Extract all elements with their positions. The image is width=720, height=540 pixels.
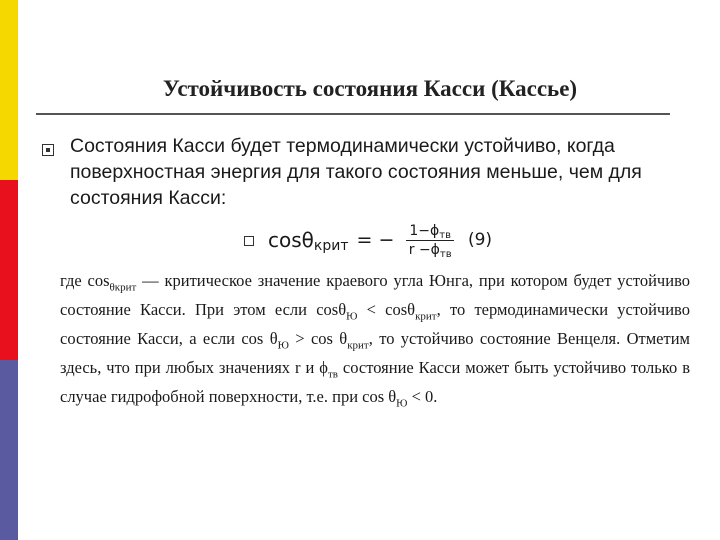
bullet-square-icon: [244, 236, 254, 246]
denominator-sub: тв: [439, 248, 452, 260]
title-divider: [36, 113, 670, 115]
para-text: , то термодинамически устойчиво состояние Касси, а если cos θ: [60, 299, 690, 348]
bullet-square-icon: [42, 144, 54, 156]
para-text: < cosθ: [357, 299, 416, 319]
para-sub: Ю: [396, 396, 408, 409]
explanation-paragraph: [60, 270, 690, 414]
left-strip-yellow: [0, 0, 18, 180]
formula-lhs-sub: крит: [313, 238, 349, 254]
para-sub: Ю: [277, 339, 289, 352]
left-strip-red: [0, 180, 18, 360]
formula-numerator: [406, 223, 454, 241]
slide-title: Устойчивость состояния Касси (Кассье): [162, 76, 578, 101]
para-text: где cos: [60, 271, 110, 290]
para-sub: крит: [347, 339, 369, 352]
para-sub: крит: [415, 310, 437, 323]
equation-number: (9): [467, 230, 493, 250]
denominator-text: r −ϕ: [408, 241, 440, 258]
formula-equals: = −: [356, 229, 395, 251]
para-sub: Ю: [346, 310, 358, 323]
para-sub: тв: [327, 367, 338, 380]
formula-lhs: cosθ: [268, 228, 314, 252]
left-strip-purple: [0, 360, 18, 540]
para-sub: θкрит: [109, 281, 137, 294]
numerator-sub: тв: [439, 229, 451, 241]
formula-denominator: [409, 241, 452, 258]
numerator-text: 1−ϕ: [409, 222, 440, 239]
para-text: > cos θ: [288, 328, 348, 348]
para-text: — критическое значение краевого угла Юнга, при котором будет устойчиво состояние Касси. При этом если cosθ: [60, 271, 690, 319]
para-text: < 0.: [407, 386, 438, 406]
bullet-paragraph: Состояния Касси будет термодинамически устойчиво, когда поверхностная энергия для такого состояния меньше, чем для состояния Касси:: [70, 135, 642, 209]
para-text: состояние Касси может быть устойчиво только в случае гидрофобной поверхности, т.е. при cos θ: [60, 357, 690, 406]
formula-fraction: [406, 223, 454, 258]
formula: [268, 220, 492, 260]
para-text: , то устойчиво состояние Венцеля. Отметим здесь, что при любых значениях r и ϕ: [60, 328, 690, 377]
